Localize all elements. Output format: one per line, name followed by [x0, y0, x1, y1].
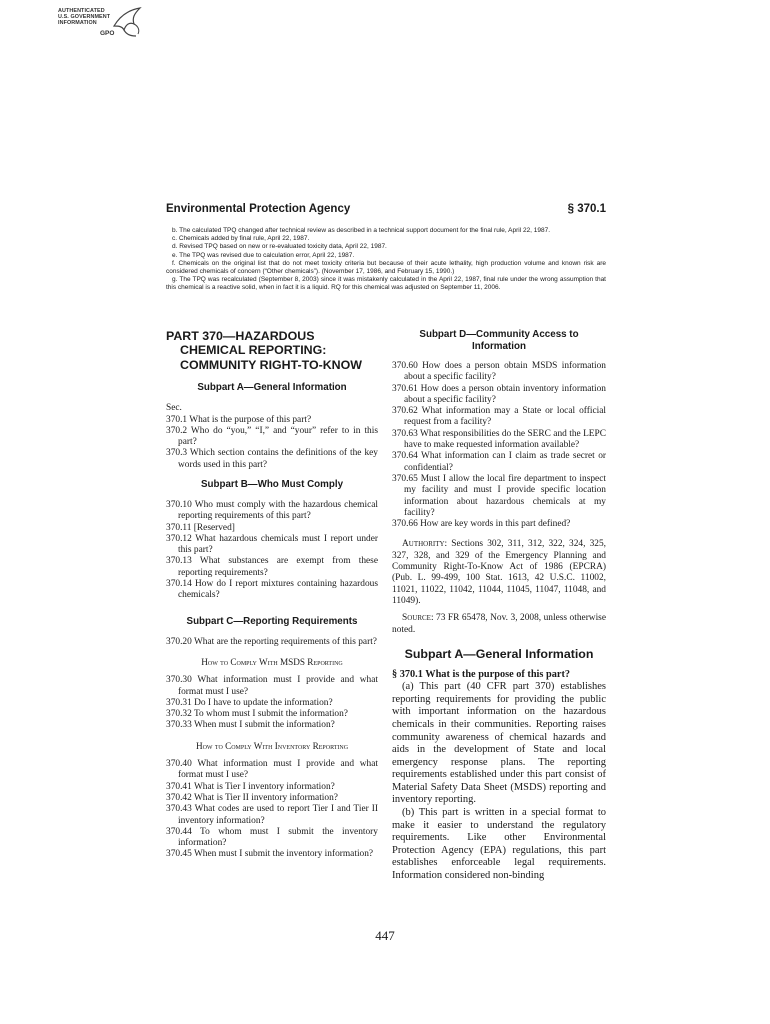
subpart-b-heading: Subpart B—Who Must Comply: [200, 479, 344, 490]
gpo-authentication-logo: [58, 6, 146, 42]
toc-item: 370.3 Which section contains the definitions of the key words used in this part?: [166, 448, 378, 470]
toc-item: 370.41 What is Tier I inventory information?: [166, 781, 335, 792]
toc-item: 370.42 What is Tier II inventory information?: [166, 792, 338, 803]
subpart-a-heading: Subpart A—General Information: [197, 382, 347, 394]
footnote-g: g. The TPQ was recalculated (September 8, 2003) since it was mistakenly calculated in the April 22, 1987, final rule under the wrong assumption that this chemical is a reactive solid, when in fact it is a liquid. RQ for this chemical was adjusted on September 11, 2006.: [166, 276, 606, 292]
toc-item: 370.20 What are the reporting requirements of this part?: [166, 636, 377, 647]
toc-item: 370.45 When must I submit the inventory information?: [166, 849, 374, 860]
left-column: [166, 329, 378, 861]
toc-item: 370.43 What codes are used to report Tier I and Tier II inventory information?: [166, 804, 378, 826]
authority-text: Sections 302, 311, 312, 322, 324, 325, 327, 328, and 329 of the Emergency Planning and Community Right-To-Know Act of 1986 (EPCRA) (Pub. L. 99-499, 100 Stat. 1613, 42 U.S.C. 11002, 11021, 11022, 11042, 11044, 11045, 11047, 11048, and 11049).: [392, 539, 606, 606]
sec-label: Sec.: [166, 403, 182, 414]
footnote-c: c. Chemicals added by final rule, April 22, 1987.: [172, 235, 310, 243]
toc-item: 370.64 What information can I claim as trade secret or confidential?: [392, 451, 606, 473]
toc-item: 370.13 What substances are exempt from these reporting requirements?: [166, 556, 378, 578]
right-column: [392, 329, 606, 883]
logo-line-3: INFORMATION: [58, 20, 97, 26]
page-number: 447: [375, 928, 395, 943]
source-label: Source:: [402, 613, 434, 624]
source-note: [392, 613, 606, 636]
authority-label: Authority:: [402, 539, 448, 550]
footnote-e: e. The TPQ was revised due to calculation error, April 22, 1987.: [172, 251, 355, 259]
body-paragraph-b: (b) This part is written in a special format to make it easier to understand the regulatory requirements. Like other Environmental Protection Agency (EPA) regulations, this part establishes enforceable legal requirements. Information considered non-binding: [392, 807, 606, 882]
toc-item: 370.12 What hazardous chemicals must I report under this part?: [166, 533, 378, 556]
source-text: 73 FR 65478, Nov. 3, 2008, unless otherwise noted.: [392, 613, 606, 635]
footnotes: [166, 227, 606, 293]
footnote-b: b. The calculated TPQ changed after technical review as described in a technical support document for the final rule, April 22, 1987.: [172, 227, 551, 234]
toc-item: 370.1 What is the purpose of this part?: [166, 414, 312, 425]
msds-reporting-heading: How to Comply With MSDS Reporting: [201, 656, 343, 667]
subpart-a-title: Subpart A—General Information: [404, 646, 594, 661]
logo-gpo: GPO: [100, 30, 115, 37]
footnote-f: f. Chemicals on the original list that do not meet toxicity criteria but because of their acute lethality, high production volume and known risk are considered chemicals of concern (“Other chemicals”). (November 17, 1986, and February 15, 1990.): [166, 259, 606, 276]
toc-item: 370.33 When must I submit the information?: [166, 720, 335, 731]
toc-item: 370.61 How does a person obtain inventory information about a specific facility?: [392, 383, 606, 405]
agency-name: Environmental Protection Agency: [166, 203, 351, 215]
toc-item: 370.62 What information may a State or local official request from a facility?: [392, 406, 606, 428]
toc-item: 370.66 How are key words in this part defined?: [392, 519, 571, 530]
toc-item: 370.60 How does a person obtain MSDS information about a specific facility?: [392, 361, 606, 383]
toc-item: 370.40 What information must I provide and what format must I use?: [166, 759, 378, 781]
toc-item: 370.31 Do I have to update the information?: [166, 697, 333, 708]
logo-line-1: AUTHENTICATED: [58, 8, 105, 14]
section-number: § 370.1: [567, 203, 606, 215]
toc-item: 370.32 To whom must I submit the information?: [166, 709, 348, 720]
subpart-c-heading: Subpart C—Reporting Requirements: [186, 615, 358, 627]
authority-note: [392, 539, 606, 607]
body-paragraph-a: (a) This part (40 CFR part 370) establishes reporting requirements for providing the public with important information on the hazardous chemicals in their communities. Reporting raises community awareness of chemical hazards and aids in the development of State and local emergency response plans. The reporting requirements established under this part consist of Material Safety Data Sheet (MSDS) reporting and inventory reporting.: [392, 681, 606, 806]
toc-item: 370.30 What information must I provide and what format must I use?: [166, 675, 378, 697]
toc-item: 370.65 Must I allow the local fire department to inspect my facility and must I provide specific location information about hazardous chemicals at my facility?: [392, 473, 606, 518]
eagle-icon: [110, 6, 146, 40]
toc-item: 370.11 [Reserved]: [166, 522, 235, 533]
subpart-d-heading: Subpart D—Community Access to Information: [419, 329, 579, 352]
section-heading: § 370.1 What is the purpose of this part?: [392, 669, 571, 681]
footnote-d: d. Revised TPQ based on new or re-evaluated toxicity data, April 22, 1987.: [172, 243, 387, 251]
toc-item: 370.14 How do I report mixtures containing hazardous chemicals?: [166, 579, 378, 601]
toc-item: 370.63 What responsibilities do the SERC and the LEPC have to make requested information available?: [392, 428, 606, 451]
toc-item: 370.10 Who must comply with the hazardous chemical reporting requirements of this part?: [166, 500, 378, 522]
toc-item: 370.2 Who do “you,” “I,” and “your” refer to in this part?: [166, 425, 378, 448]
part-title: PART 370—HAZARDOUS CHEMICAL REPORTING: COMMUNITY RIGHT-TO-KNOW: [166, 329, 362, 372]
toc-item: 370.44 To whom must I submit the inventory information?: [166, 826, 378, 849]
inventory-reporting-heading: How to Comply With Inventory Reporting: [195, 740, 349, 751]
logo-line-2: U.S. GOVERNMENT: [58, 14, 111, 20]
